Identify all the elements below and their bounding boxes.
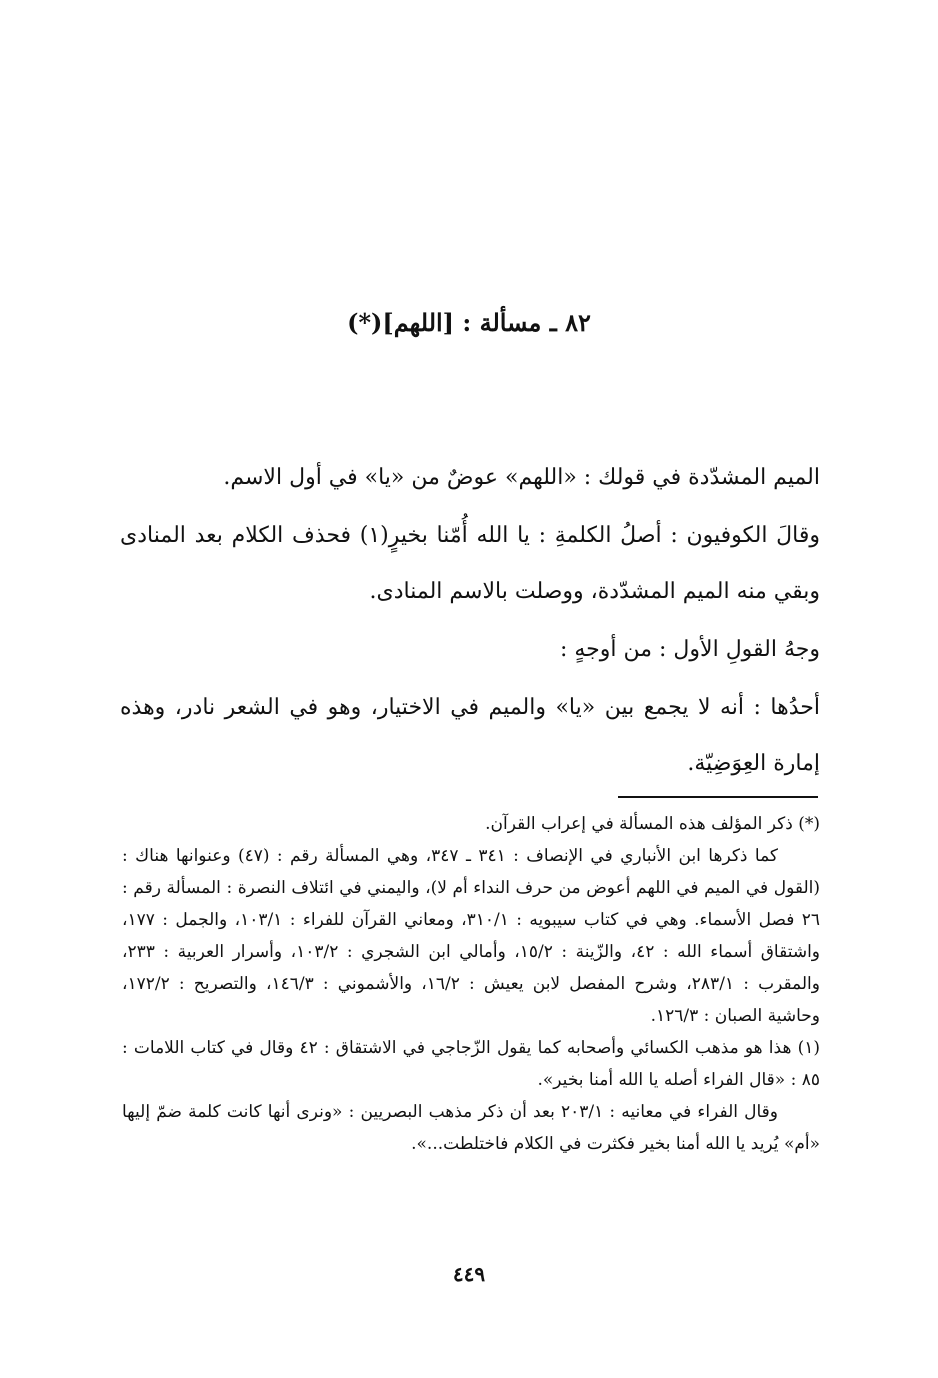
body-paragraph: وقالَ الكوفيون : أصلُ الكلمةِ : يا الله أُمّنا بخيرٍ(١) فحذف الكلام بعد المنادى وبقي منه الميم المشدّدة، ووصلت بالاسم المنادى. [120,523,820,604]
footnote: وقال الفراء في معانيه : ٢٠٣/١ بعد أن ذكر مذهب البصريين : «ونرى أنها كانت كلمة ضمّ إليها «أم» يُريد يا الله أمنا بخير فكثرت في الكلام فاختلطت...». [122,1102,820,1154]
body-paragraph: الميم المشدّدة في قولك : «اللهم» عوضٌ من «يا» في أول الاسم. [223,465,820,490]
footnote: (١) هذا هو مذهب الكسائي وأصحابه كما يقول الزّجاجي في الاشتقاق : ٤٢ وقال في كتاب اللامات : ٨٥ : «قال الفراء أصله يا الله أمنا بخير». [122,1038,820,1090]
section-heading: ٨٢ ـ مسألة : [اللهم](*) [347,308,591,337]
main-text [120,450,820,792]
footnote: كما ذكرها ابن الأنباري في الإنصاف : ٣٤١ ـ ٣٤٧، وهي المسألة رقم : (٤٧) وعنوانها هناك : (القول في الميم في اللهم أعوض من حرف النداء أم لا)، واليمني في ائتلاف النصرة : المسألة رقم : ٢٦ فصل الأسماء. وهي في كتاب سيبويه : ٣١٠/١، ومعاني القرآن للفراء : ١٠٣/١، والجمل : ١٧٧، واشتقاق أسماء الله : ٤٢، والزّينة : ١٥/٢، وأمالي ابن الشجري : ١٠٣/٢، وأسرار العربية : ٢٣٣، والمقرب : ٢٨٣/١، وشرح المفصل لابن يعيش : ١٦/٢، والأشموني : ١٤٦/٣، والتصريح : ١٧٢/٢، وحاشية الصبان : ١٢٦/٣. [122,846,821,1026]
page-number: ٤٤٩ [452,1262,486,1286]
body-paragraph: أحدُها : أنه لا يجمع بين «يا» والميم في الاختيار، وهو في الشعر نادر، وهذه إمارة العِوَضِيّة. [120,695,820,776]
footnote-separator [618,796,818,798]
footnote: (*) ذكر المؤلف هذه المسألة في إعراب القرآن. [485,814,820,834]
body-paragraph: وجهُ القولِ الأول : من أوجهٍ : [559,637,820,662]
footnotes [122,808,820,1160]
